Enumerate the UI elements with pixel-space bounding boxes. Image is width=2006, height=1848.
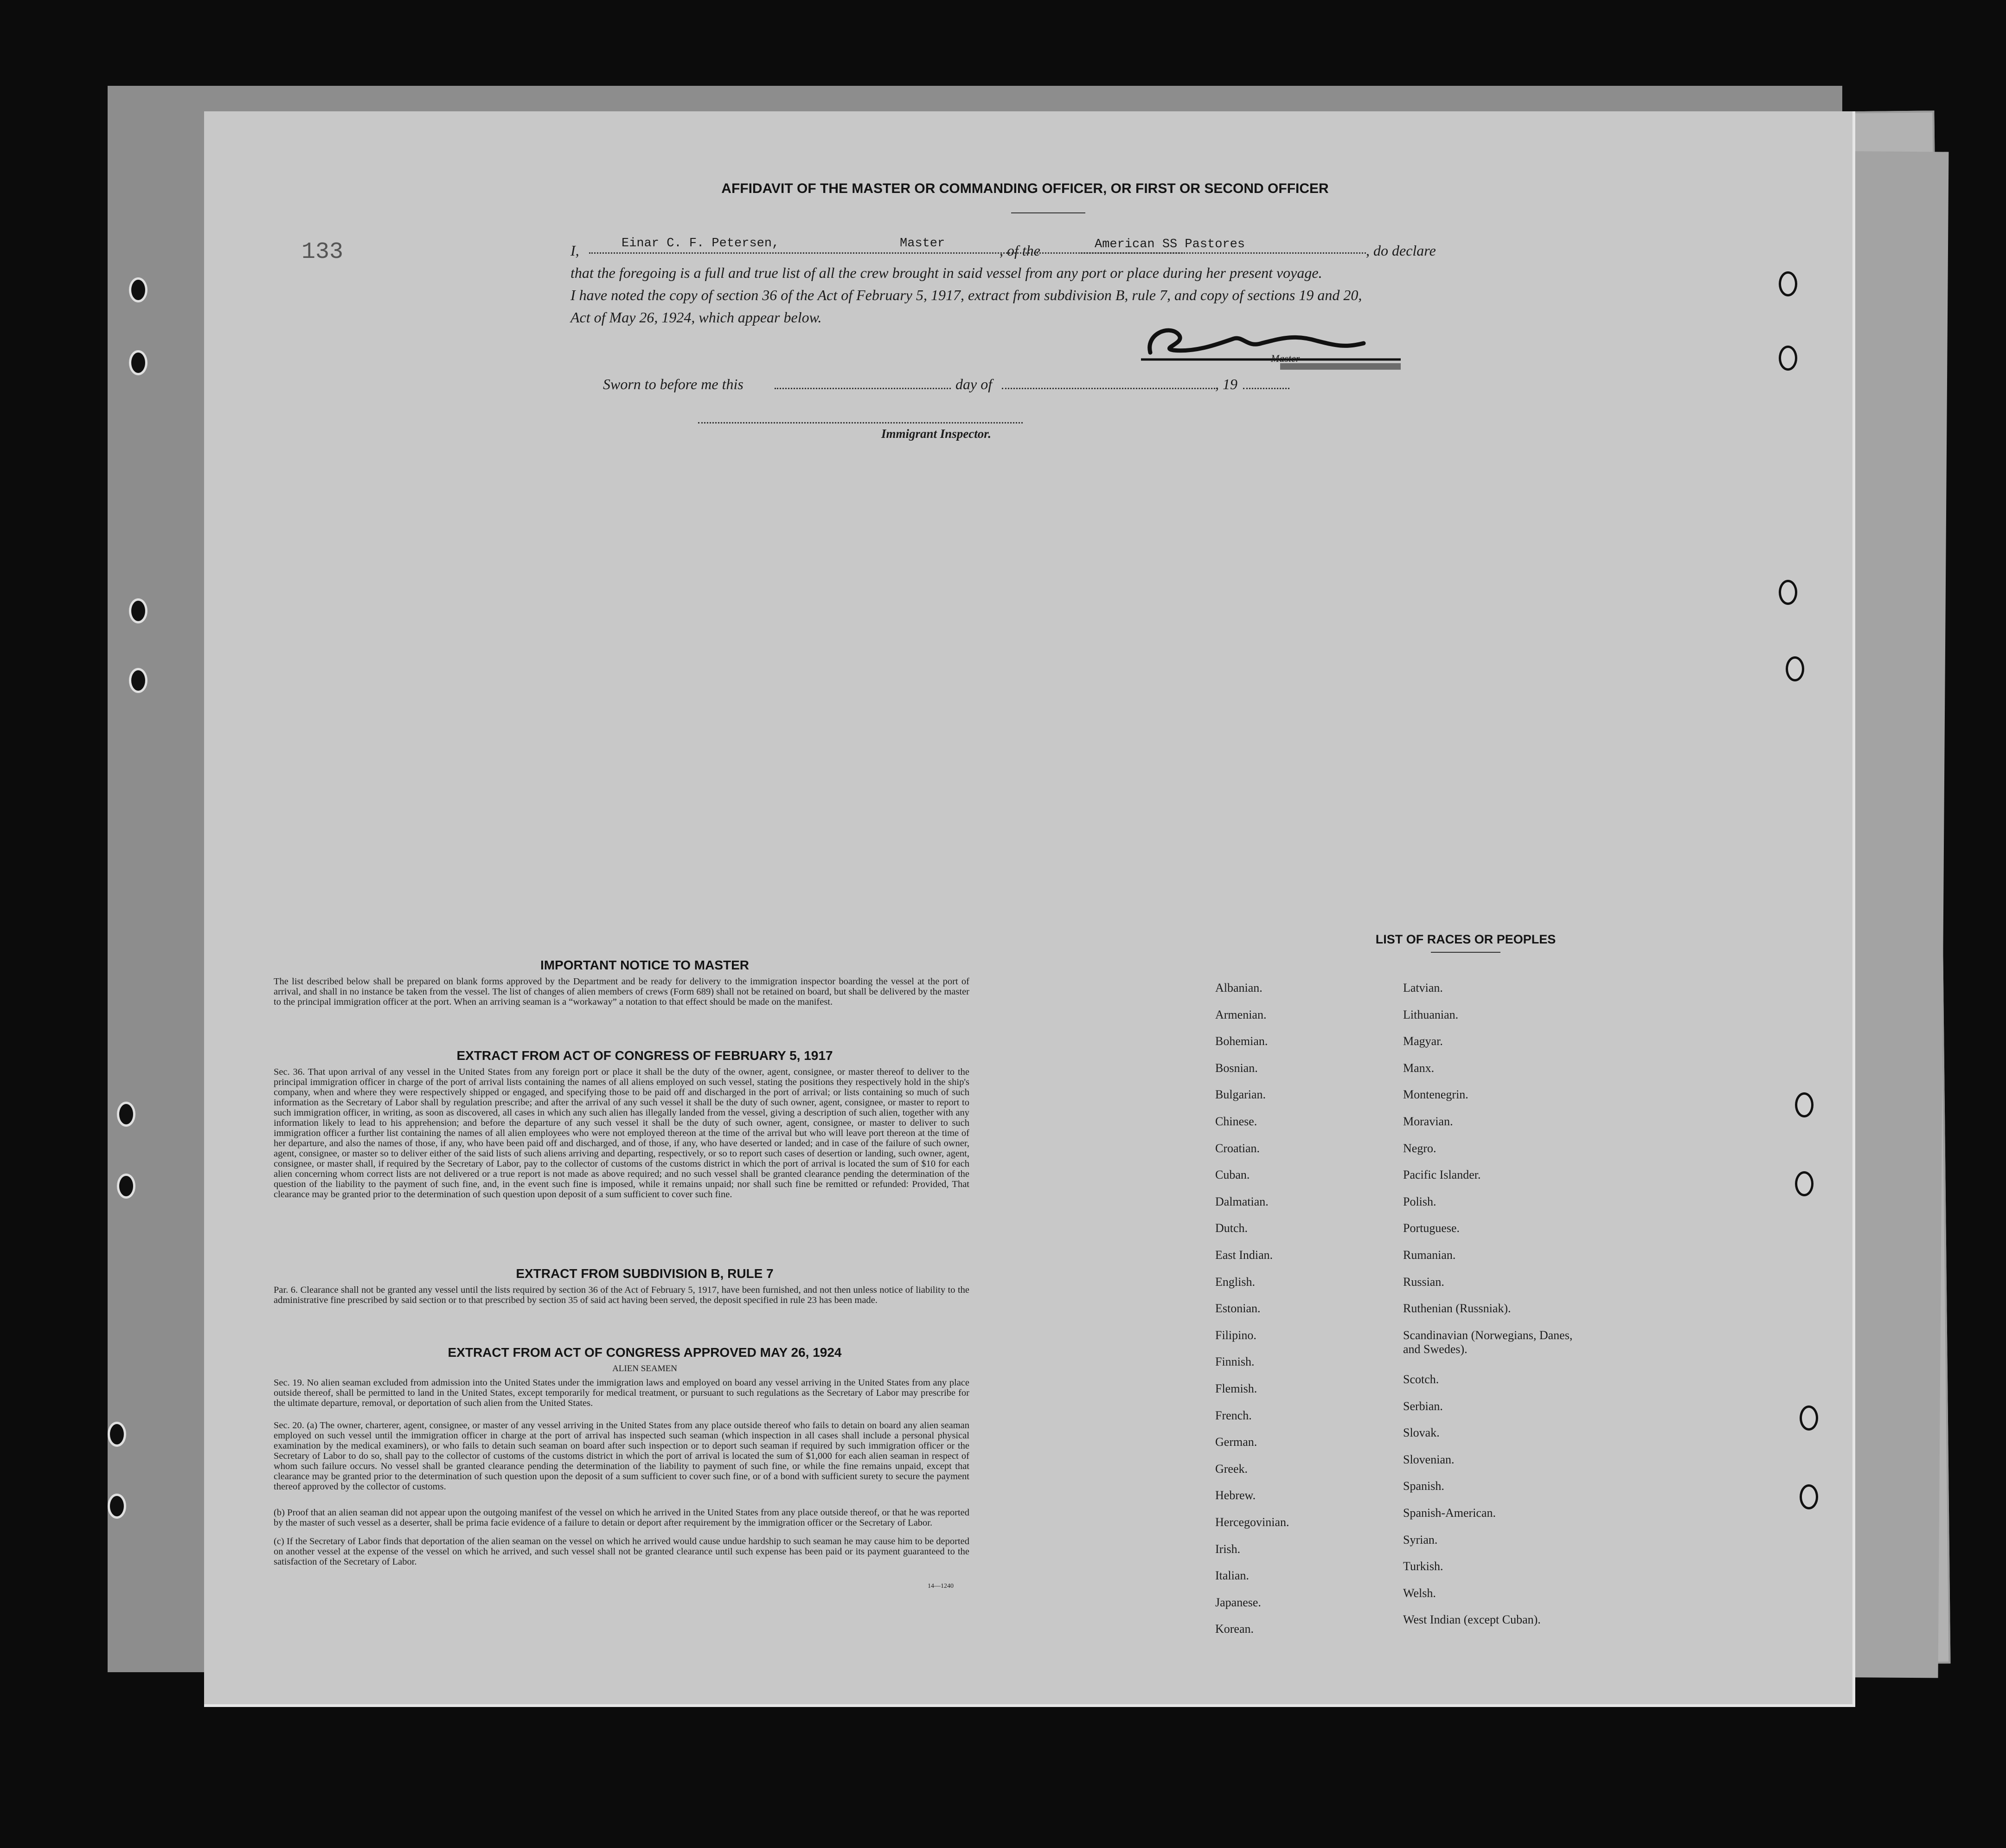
binder-hole <box>129 598 147 623</box>
extract-1917-title: EXTRACT FROM ACT OF CONGRESS OF FEBRUARY 5, 1917 <box>456 1048 833 1063</box>
alien-seamen-subtitle: ALIEN SEAMEN <box>612 1364 677 1373</box>
race-item: Bulgarian. <box>1215 1088 1266 1102</box>
race-item: Flemish. <box>1215 1382 1257 1395</box>
binder-hole <box>1795 1171 1814 1196</box>
sec20b-body: (b) Proof that an alien seaman did not appear upon the outgoing manifest of the vessel on which he arrived in the United States from any place outside thereof, or that he was reported by the master of such vessel as a deserter, shall be prima facie evidence of a failure to detain or deport after requirement by the immigration officer or the Secretary of Labor. <box>274 1508 969 1528</box>
race-item: Ruthenian (Russniak). <box>1403 1302 1511 1315</box>
binder-hole <box>1795 1092 1814 1117</box>
race-item: Russian. <box>1403 1275 1444 1289</box>
race-item: Pacific Islander. <box>1403 1168 1481 1182</box>
races-title-rule <box>1431 952 1500 953</box>
master-rank: Master <box>900 237 945 250</box>
form-code: 14—1240 <box>928 1583 954 1590</box>
race-item: Moravian. <box>1403 1115 1453 1128</box>
binder-hole <box>117 1102 135 1127</box>
race-item: English. <box>1215 1275 1255 1289</box>
race-item: Welsh. <box>1403 1586 1436 1600</box>
race-item: Rumanian. <box>1403 1248 1456 1262</box>
race-item: Polish. <box>1403 1194 1436 1208</box>
race-item: Finnish. <box>1215 1355 1255 1369</box>
race-item: Turkish. <box>1403 1559 1443 1573</box>
races-title: LIST OF RACES OR PEOPLES <box>1375 932 1556 946</box>
extract-1924-title: EXTRACT FROM ACT OF CONGRESS APPROVED MAY 26, 1924 <box>448 1345 842 1360</box>
extract-1917-body: Sec. 36. That upon arrival of any vessel in the United States from any foreign port or place it shall be the duty of the owner, agent, consignee, or master thereof to deliver to the principal immigration officer in charge of the port of arrival lists containing the names of all aliens employed on such vessel, stating the positions they respectively hold in the ship's company, when and where they were respectively shipped or engaged, and specifying those to be paid off and discharged in the port of arrival; or lists containing so much of such information as the Secretary of Labor shall by regulation prescribe; and after the arrival of any such vessel it shall be the duty of such owner, agent, consignee, or master to report to such immigration officer, in writing, as soon as discovered, all cases in which any such alien has illegally landed from the vessel, giving a description of such alien, together with any information likely to lead to his apprehension; and before the departure of any such vessel it shall be the duty of such owner, agent, consignee, or master to deliver to such immigration officer a further list containing the names of all alien employees who were not employed thereon at the time of the arrival but who will leave port thereon at the time of her departure, and also the names of those, if any, who have been paid off and discharged, and of those, if any, who have deserted or landed; and in case of the failure of such owner, agent, consignee, or master so to deliver either of the said lists of such aliens arriving and departing, respectively, or so to report such cases of desertion or landing, such owner, agent, consignee, or master shall, if required by the Secretary of Labor, pay to the collector of customs of the customs district in which the port of arrival is located the sum of $10 for each alien concerning whom correct lists are not delivered or a true report is not made as above required; and no such vessel shall be granted clearance pending the determination of the question of the liability to the payment of such fine, and, in the event such fine is imposed, while it remains unpaid; nor shall such fine be remitted or refunded: Provided, That clearance may be granted prior to the determination of such question upon deposit of a sum sufficient to cover such fine. <box>274 1067 969 1200</box>
race-item: Slovenian. <box>1403 1452 1455 1466</box>
rule7-title: EXTRACT FROM SUBDIVISION B, RULE 7 <box>516 1266 774 1281</box>
race-item: Bosnian. <box>1215 1061 1258 1075</box>
race-item: Magyar. <box>1403 1034 1443 1048</box>
binder-hole <box>117 1174 135 1199</box>
binder-hole <box>1800 1405 1818 1431</box>
binder-hole <box>129 277 147 302</box>
binder-hole <box>1779 346 1797 371</box>
of-the-text: , of the <box>1000 242 1040 259</box>
race-item: Cuban. <box>1215 1168 1250 1182</box>
binder-hole <box>1786 656 1804 681</box>
race-item: Filipino. <box>1215 1328 1256 1342</box>
sworn-year-line <box>1243 388 1289 389</box>
binder-hole <box>108 1494 126 1519</box>
affidavit-line-2: that the foregoing is a full and true list of all the crew brought in said vessel from any port or place during her present voyage. <box>570 264 1322 281</box>
race-item: Dalmatian. <box>1215 1194 1269 1208</box>
race-item: Armenian. <box>1215 1007 1267 1021</box>
race-item: Manx. <box>1403 1061 1435 1075</box>
affidavit-page <box>204 111 1855 1707</box>
race-item: Spanish-American. <box>1403 1506 1496 1520</box>
race-item: Latvian. <box>1403 981 1443 995</box>
rule7-body: Par. 6. Clearance shall not be granted any vessel until the lists required by section 36 of the Act of February 5, 1917, have been furnished, and not then unless notice of liability to the administrative fine prescribed by said section or to that prescribed by section 35 of said act having been served, the deposit specified in rule 23 has been made. <box>274 1285 969 1305</box>
vessel-name: American SS Pastores <box>1095 237 1245 251</box>
race-item: East Indian. <box>1215 1248 1273 1262</box>
notice-title: IMPORTANT NOTICE TO MASTER <box>540 958 750 972</box>
master-name: Einar C. F. Petersen, <box>622 237 780 250</box>
sec20c-body: (c) If the Secretary of Labor finds that deportation of the alien seaman on the vessel on which he arrived would cause undue hardship to such seaman he may cause him to be deported on another vessel at the expense of the vessel on which he arrived, and such vessel shall not be granted clearance until such expense has been paid or its payment guaranteed to the satisfaction of the Secretary of Labor. <box>274 1536 969 1567</box>
race-item: Greek. <box>1215 1462 1248 1476</box>
race-item: Hebrew. <box>1215 1489 1256 1502</box>
sec20a-body: Sec. 20. (a) The owner, charterer, agent, consignee, or master of any vessel arriving in the United States from any place outside thereof who fails to detain on board any alien seaman employed on such vessel until the immigration officer in charge at the port of arrival has inspected such seaman (which inspection in all cases shall include a personal physical examination by the medical examiners), or who fails to detain such seaman on board after such inspection or to deport such seaman if required by such immigration officer or the Secretary of Labor to do so, shall pay to the collector of customs of the customs district in which the port of arrival is located the sum of $1,000 for each alien seaman in respect of whom such failure occurs. No vessel shall be granted clearance pending the determination of the liability to payment of such fine, or while the fine remains unpaid, except that clearance may be granted prior to the determination of such question upon the deposit of a sum sufficient to cover such fine, or of a bond with sufficient surety to secure the payment thereof approved by the collector of customs. <box>274 1420 969 1492</box>
notice-body: The list described below shall be prepared on blank forms approved by the Department and be ready for delivery to the immigration inspector boarding the vessel at the port of arrival, and shall in no instance be taken from the vessel. The list of changes of alien members of crews (Form 689) shall not be retained on board, but shall be delivered by the master to the principal immigration officer at the port. When an arriving seaman is a “workaway” a notation to that effect should be made on the manifest. <box>274 976 969 1007</box>
race-item: Hercegovinian. <box>1215 1515 1289 1529</box>
sec19-body: Sec. 19. No alien seaman excluded from admission into the United States under the immigration laws and employed on board any vessel arriving in the United States from any place outside thereof, shall be permitted to land in the United States, except temporarily for medical treatment, or pursuant to such regulations as the Secretary of Labor may prescribe for the ultimate departure, removal, or deportation of such alien from the United States. <box>274 1378 969 1408</box>
affidavit-title: AFFIDAVIT OF THE MASTER OR COMMANDING OFFICER, OR FIRST OR SECOND OFFICER <box>721 181 1329 196</box>
declare-text: , do declare <box>1366 242 1436 259</box>
race-item: Croatian. <box>1215 1141 1260 1155</box>
inspector-caption: Immigrant Inspector. <box>881 427 992 441</box>
race-item: Montenegrin. <box>1403 1088 1468 1102</box>
race-item: Bohemian. <box>1215 1034 1268 1048</box>
page-number: 133 <box>301 239 344 265</box>
binder-hole <box>108 1422 126 1447</box>
race-item: Negro. <box>1403 1141 1436 1155</box>
sworn-text: Sworn to before me this <box>603 376 743 392</box>
signature-caption: Master <box>1271 353 1300 364</box>
race-item: Scotch. <box>1403 1373 1439 1386</box>
race-item: French. <box>1215 1408 1252 1422</box>
binder-hole <box>1779 580 1797 605</box>
year-text: , 19 <box>1215 376 1237 392</box>
binder-hole <box>129 350 147 375</box>
vessel-line <box>1078 252 1366 254</box>
race-item: Scandinavian (Norwegians, Danes, and Swedes). <box>1403 1328 1573 1356</box>
binder-hole <box>1779 271 1797 296</box>
title-rule <box>1011 212 1085 213</box>
race-item: Syrian. <box>1403 1533 1438 1546</box>
race-item: German. <box>1215 1435 1257 1449</box>
race-item: Lithuanian. <box>1403 1007 1459 1021</box>
binder-hole <box>1800 1484 1818 1509</box>
race-item: Albanian. <box>1215 981 1263 995</box>
race-item: Korean. <box>1215 1622 1254 1636</box>
race-item: Irish. <box>1215 1542 1241 1556</box>
race-item: Estonian. <box>1215 1302 1261 1315</box>
affidavit-line-3: I have noted the copy of section 36 of the Act of February 5, 1917, extract from subdivision B, rule 7, and copy of sections 19 and 20, <box>570 287 1362 303</box>
affidavit-line-4: Act of May 26, 1924, which appear below. <box>570 309 822 326</box>
binder-hole <box>129 668 147 693</box>
master-signature <box>1141 315 1419 376</box>
race-item: Dutch. <box>1215 1221 1248 1235</box>
sworn-day-line <box>775 388 951 389</box>
race-item: Chinese. <box>1215 1115 1257 1128</box>
race-item: Italian. <box>1215 1569 1249 1583</box>
affidavit-i: I, <box>570 242 579 259</box>
race-item: Spanish. <box>1403 1479 1444 1493</box>
race-item: Japanese. <box>1215 1595 1261 1609</box>
day-of-text: day of <box>955 376 993 392</box>
inspector-line <box>698 422 1023 424</box>
race-item: Slovak. <box>1403 1426 1440 1440</box>
sworn-month-line <box>1002 388 1215 389</box>
race-item: West Indian (except Cuban). <box>1403 1613 1541 1627</box>
race-item: Portuguese. <box>1403 1221 1460 1235</box>
race-item: Serbian. <box>1403 1399 1443 1413</box>
